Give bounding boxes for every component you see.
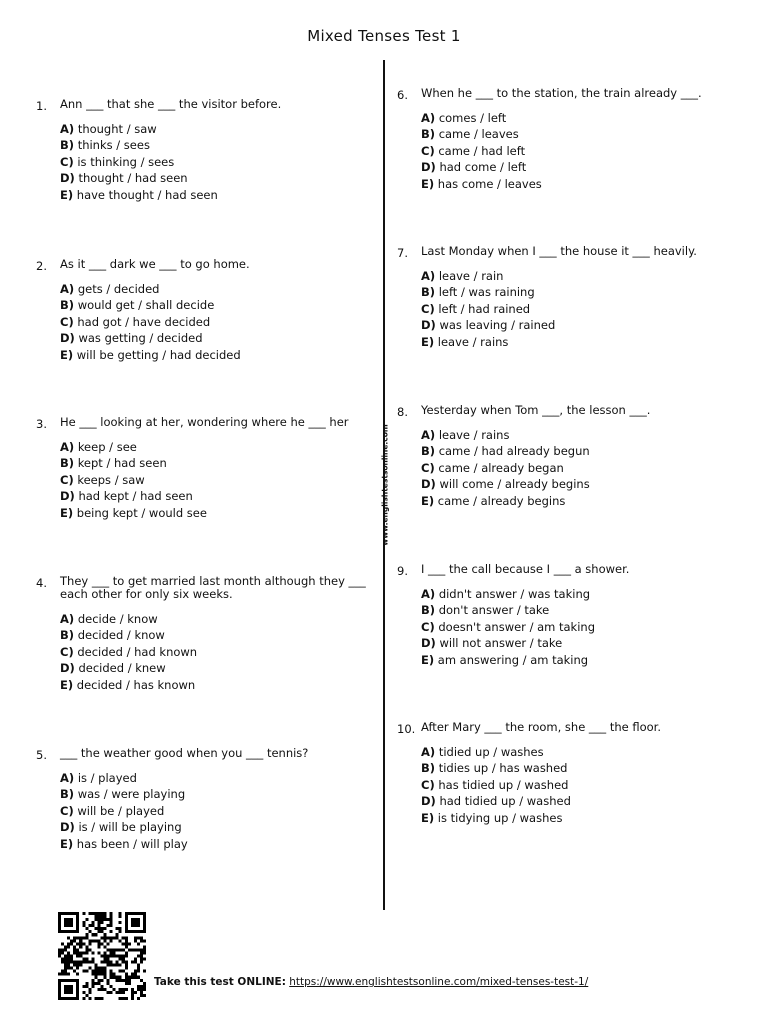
option-key: B)	[421, 603, 436, 618]
option-text: came / had left	[438, 143, 526, 158]
option-text: decided / know	[77, 628, 165, 643]
question-number: 4.	[36, 576, 47, 590]
option-c[interactable]	[421, 619, 741, 635]
option-text: decided / knew	[78, 661, 166, 676]
option-key: D)	[421, 636, 436, 651]
page-title: Mixed Tenses Test 1	[307, 27, 461, 45]
option-key: A)	[60, 771, 75, 785]
question-text: Last Monday when I ___ the house it ___ heavily.	[421, 244, 697, 258]
option-text: kept / had seen	[77, 456, 167, 471]
option-b[interactable]	[421, 284, 741, 300]
option-text: came / already began	[438, 460, 564, 475]
question-4	[36, 574, 380, 693]
option-text: left / had rained	[438, 301, 531, 316]
option-text: doesn't answer / am taking	[438, 619, 596, 634]
test-online-link[interactable]: https://www.englishtestsonline.com/mixed-tenses-test-1/	[289, 976, 589, 988]
option-d[interactable]	[421, 635, 741, 651]
option-text: will not answer / take	[439, 636, 563, 651]
question-text: He ___ looking at her, wondering where he ___ her	[60, 415, 349, 429]
option-key: B)	[421, 761, 436, 776]
option-text: comes / left	[438, 111, 507, 125]
option-b[interactable]	[421, 602, 741, 618]
option-a[interactable]	[60, 770, 380, 786]
option-key: D)	[60, 331, 75, 346]
option-text: left / was raining	[438, 285, 535, 300]
option-key: B)	[60, 787, 75, 802]
option-a[interactable]	[60, 439, 380, 455]
option-b[interactable]	[60, 786, 380, 802]
option-text: thought / had seen	[78, 171, 188, 186]
question-text: I ___ the call because I ___ a shower.	[421, 562, 630, 576]
option-key: D)	[60, 171, 75, 186]
question-3	[36, 415, 380, 521]
option-a[interactable]	[421, 110, 741, 126]
option-text: is thinking / sees	[77, 154, 175, 169]
option-c[interactable]	[421, 301, 741, 317]
option-b[interactable]	[421, 443, 741, 459]
question-9	[397, 562, 741, 668]
option-e[interactable]	[60, 505, 380, 521]
option-text: will be getting / had decided	[76, 347, 241, 362]
footer-label: Take this test ONLINE:	[154, 976, 286, 988]
option-key: E)	[60, 836, 74, 851]
option-e[interactable]	[421, 810, 741, 826]
question-7	[397, 244, 741, 350]
option-key: C)	[60, 314, 74, 329]
option-c[interactable]	[60, 472, 380, 488]
option-text: thinks / sees	[77, 138, 150, 153]
option-b[interactable]	[60, 297, 380, 313]
option-key: B)	[60, 298, 75, 313]
option-b[interactable]	[60, 627, 380, 643]
option-key: D)	[421, 160, 436, 175]
option-d[interactable]	[421, 793, 741, 809]
option-key: B)	[60, 138, 75, 153]
option-c[interactable]	[421, 460, 741, 476]
option-a[interactable]	[421, 586, 741, 602]
question-2	[36, 257, 380, 363]
option-e[interactable]	[60, 347, 380, 363]
option-key: A)	[421, 745, 436, 759]
option-key: E)	[60, 677, 74, 692]
option-key: B)	[60, 456, 75, 471]
option-key: C)	[60, 644, 74, 659]
option-text: decided / had known	[77, 644, 198, 659]
question-6	[397, 86, 741, 192]
option-c[interactable]	[421, 777, 741, 793]
option-text: came / already begins	[437, 493, 566, 508]
option-e[interactable]	[60, 187, 380, 203]
option-text: didn't answer / was taking	[438, 587, 591, 601]
option-b[interactable]	[60, 137, 380, 153]
option-key: D)	[60, 820, 75, 835]
question-5	[36, 746, 380, 852]
option-text: decide / know	[77, 612, 158, 626]
option-text: came / had already begun	[438, 444, 590, 459]
question-8	[397, 403, 741, 509]
option-text: don't answer / take	[438, 603, 550, 618]
option-key: E)	[60, 505, 74, 520]
question-number: 9.	[397, 564, 408, 578]
option-c[interactable]	[60, 803, 380, 819]
option-text: leave / rain	[438, 269, 504, 283]
option-text: gets / decided	[77, 282, 160, 296]
option-key: E)	[421, 176, 435, 191]
question-number: 5.	[36, 748, 47, 762]
option-e[interactable]	[421, 176, 741, 192]
option-text: will be / played	[77, 803, 165, 818]
option-key: D)	[60, 489, 75, 504]
option-text: decided / has known	[76, 677, 196, 692]
option-key: D)	[421, 318, 436, 333]
question-text: ___ the weather good when you ___ tennis?	[60, 746, 309, 760]
option-e[interactable]	[421, 493, 741, 509]
option-text: is / played	[77, 771, 137, 785]
option-text: had kept / had seen	[78, 489, 193, 504]
option-key: C)	[421, 460, 435, 475]
option-key: D)	[421, 477, 436, 492]
option-c[interactable]	[60, 154, 380, 170]
option-key: B)	[60, 628, 75, 643]
option-text: had come / left	[439, 160, 527, 175]
option-text: was / were playing	[77, 787, 186, 802]
option-key: A)	[60, 440, 75, 454]
option-key: A)	[421, 587, 436, 601]
option-a[interactable]	[60, 611, 380, 627]
option-key: D)	[421, 794, 436, 809]
option-text: is / will be playing	[78, 820, 182, 835]
question-1	[36, 97, 380, 203]
option-a[interactable]	[60, 121, 380, 137]
option-key: C)	[60, 472, 74, 487]
question-text: Yesterday when Tom ___, the lesson ___.	[421, 403, 651, 417]
option-key: A)	[60, 612, 75, 626]
option-text: being kept / would see	[76, 505, 207, 520]
option-text: has tidied up / washed	[438, 777, 569, 792]
option-text: leave / rains	[438, 428, 510, 442]
option-d[interactable]	[421, 159, 741, 175]
question-number: 1.	[36, 99, 47, 113]
option-key: A)	[60, 282, 75, 296]
vertical-site-url: www.englishtestsonline.com	[380, 424, 390, 546]
question-text: After Mary ___ the room, she ___ the floor.	[421, 720, 662, 734]
option-e[interactable]	[60, 836, 380, 852]
option-b[interactable]	[421, 760, 741, 776]
option-text: will come / already begins	[439, 477, 590, 492]
option-a[interactable]	[421, 744, 741, 760]
option-key: E)	[60, 347, 74, 362]
question-number: 7.	[397, 246, 408, 260]
question-number: 6.	[397, 88, 408, 102]
option-text: was getting / decided	[78, 331, 203, 346]
option-d[interactable]	[60, 660, 380, 676]
option-text: keep / see	[77, 440, 137, 454]
option-key: E)	[60, 187, 74, 202]
question-number: 3.	[36, 417, 47, 431]
option-b[interactable]	[60, 455, 380, 471]
option-key: E)	[421, 652, 435, 667]
question-number: 2.	[36, 259, 47, 273]
option-text: am answering / am taking	[437, 652, 589, 667]
option-a[interactable]	[421, 427, 741, 443]
option-text: tidied up / washes	[438, 745, 544, 759]
qr-code-icon[interactable]	[58, 912, 146, 1000]
option-e[interactable]	[421, 652, 741, 668]
question-text: When he ___ to the station, the train already ___.	[421, 86, 702, 100]
option-key: E)	[421, 810, 435, 825]
option-key: E)	[421, 493, 435, 508]
option-key: C)	[421, 143, 435, 158]
option-text: keeps / saw	[77, 472, 145, 487]
option-text: have thought / had seen	[76, 187, 218, 202]
option-key: A)	[421, 111, 436, 125]
option-text: was leaving / rained	[439, 318, 556, 333]
option-d[interactable]	[60, 819, 380, 835]
option-text: would get / shall decide	[77, 298, 215, 313]
option-key: C)	[421, 301, 435, 316]
option-d[interactable]	[421, 317, 741, 333]
option-text: leave / rains	[437, 334, 509, 349]
option-key: B)	[421, 127, 436, 142]
option-key: C)	[60, 154, 74, 169]
option-text: came / leaves	[438, 127, 519, 142]
option-key: C)	[421, 619, 435, 634]
option-c[interactable]	[421, 143, 741, 159]
option-d[interactable]	[60, 488, 380, 504]
question-text: Ann ___ that she ___ the visitor before.	[60, 97, 282, 111]
option-b[interactable]	[421, 126, 741, 142]
option-text: has been / will play	[76, 836, 188, 851]
option-key: C)	[60, 803, 74, 818]
option-key: D)	[60, 661, 75, 676]
question-10	[397, 720, 741, 826]
option-c[interactable]	[60, 314, 380, 330]
option-c[interactable]	[60, 644, 380, 660]
question-text: They ___ to get married last month although they ___ each other for only six weeks.	[60, 574, 366, 601]
option-text: had got / have decided	[77, 314, 211, 329]
option-text: had tidied up / washed	[439, 794, 571, 809]
option-text: is tidying up / washes	[437, 810, 563, 825]
question-number: 8.	[397, 405, 408, 419]
option-e[interactable]	[421, 334, 741, 350]
question-number: 10.	[397, 722, 416, 736]
option-key: C)	[421, 777, 435, 792]
option-key: B)	[421, 444, 436, 459]
option-d[interactable]	[60, 170, 380, 186]
option-key: A)	[421, 428, 436, 442]
option-key: A)	[60, 122, 75, 136]
option-text: has come / leaves	[437, 176, 542, 191]
option-a[interactable]	[421, 268, 741, 284]
option-key: A)	[421, 269, 436, 283]
option-d[interactable]	[421, 476, 741, 492]
option-e[interactable]	[60, 677, 380, 693]
option-key: B)	[421, 285, 436, 300]
option-text: thought / saw	[77, 122, 157, 136]
option-d[interactable]	[60, 330, 380, 346]
option-a[interactable]	[60, 281, 380, 297]
option-key: E)	[421, 334, 435, 349]
footer	[154, 976, 588, 988]
option-text: tidies up / has washed	[438, 761, 568, 776]
question-text: As it ___ dark we ___ to go home.	[60, 257, 250, 271]
